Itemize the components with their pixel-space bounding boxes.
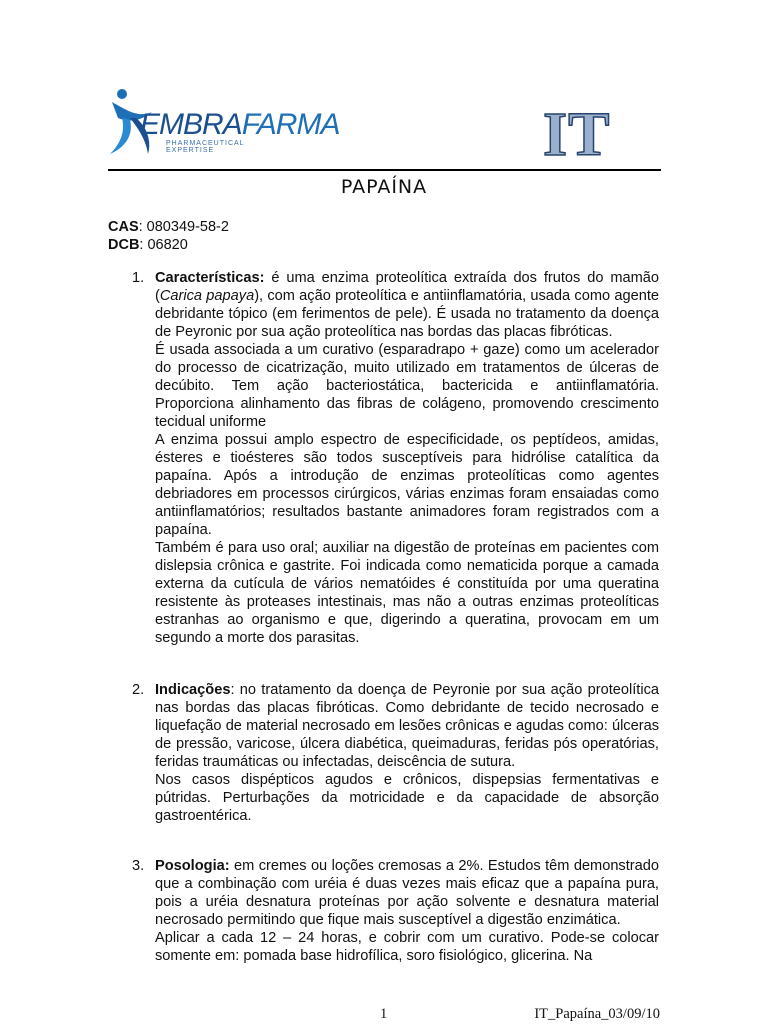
section-number: 2. — [132, 682, 145, 698]
dcb-value: : 06820 — [139, 237, 188, 253]
section-posologia — [155, 857, 659, 965]
section-number: 1. — [132, 270, 145, 286]
paragraph: Também é para uso oral; auxiliar na digestão de proteínas em pacientes com dislepsia crônica e gastrite. Foi indicada como nematicida porque a camada externa da cutícula de vários nematóides é constituída por uma queratina resistente às proteases intestinais, mas não a outras enzimas proteolíticas estranhas ao organismo e que, digerindo a queratina, provocam em um segundo a morte dos parasitas. — [155, 540, 659, 646]
dcb-line — [108, 236, 229, 254]
dcb-label: DCB — [108, 237, 140, 253]
paragraph: É usada associada a um curativo (esparadrapo + gaze) como um acelerador do processo de cicatrização, muito utilizado em tratamentos de úlceras de decúbito. Tem ação bacteriostática, bactericida e antiinflamatória. Proporciona alinhamento das fibras de colágeno, promovendo crescimento tecidual uniforme — [155, 342, 659, 430]
header-divider — [108, 169, 661, 171]
page-number: 1 — [380, 1006, 388, 1022]
document-reference: IT_Papaína_03/09/10 — [534, 1006, 660, 1022]
section-heading: Características: — [155, 270, 265, 286]
paragraph: Características: é uma enzima proteolítica extraída dos frutos do mamão (Carica papaya), com ação proteolítica e antiinflamatória, usada como agente debridante tópico (em ferimentos de pele). É usada no tratamento da doença de Peyronic por sua ação proteolítica nas bordas das placas fibróticas. — [155, 270, 659, 340]
doc-type-mark: IT — [543, 101, 611, 169]
identifiers-block — [108, 218, 229, 254]
section-heading: Indicações — [155, 682, 231, 698]
paragraph: Posologia: em cremes ou loções cremosas a 2%. Estudos têm demonstrado que a combinação com uréia é duas vezes mais eficaz que a papaína pura, pois a uréia desnatura proteínas por ação solvente e desnatura material necrosado permitindo que fique mais susceptível a digestão enzimática. — [155, 858, 659, 928]
page-title: PAPAÍNA — [340, 176, 428, 198]
cas-line — [108, 218, 229, 236]
paragraph: Aplicar a cada 12 – 24 horas, e cobrir com um curativo. Pode-se colocar somente em: pomada base hidrofílica, soro fisiológico, glicerina. Na — [155, 930, 659, 964]
cas-value: : 080349-58-2 — [138, 219, 229, 235]
logo-tagline: PHARMACEUTICAL EXPERTISE — [166, 140, 245, 154]
paragraph: Indicações: no tratamento da doença de Peyronie por sua ação proteolítica nas bordas das placas fibróticas. Como debridante de tecido necrosado e liquefação de material necrosado em lesões crônicas e agudas como: úlceras de pressão, varicose, úlcera diabética, queimaduras, feridas pós operatórias, feridas traumáticas ou infectadas, deiscência de sutura. — [155, 682, 659, 770]
embrafarma-logo — [108, 88, 340, 158]
logo-wordmark: EMBRAFARMA — [140, 108, 340, 141]
cas-label: CAS — [108, 219, 139, 235]
section-number: 3. — [132, 858, 145, 874]
paragraph: A enzima possui amplo espectro de especificidade, os peptídeos, amidas, ésteres e tioésteres são todos susceptíveis para hidrólise catalítica da papaína. Após a introdução de enzimas proteolíticas como agentes debriadores em processos cirúrgicos, várias enzimas foram ensaiadas como antiinflamatórios; resultados bastante animadores foram registrados com a papaína. — [155, 432, 659, 538]
paragraph: Nos casos dispépticos agudos e crônicos, dispepsias fermentativas e pútridas. Perturbações da motricidade e da capacidade de absorção gastroentérica. — [155, 772, 659, 824]
section-caracteristicas — [155, 269, 659, 647]
section-heading: Posologia: — [155, 858, 230, 874]
section-indicacoes — [155, 681, 659, 825]
